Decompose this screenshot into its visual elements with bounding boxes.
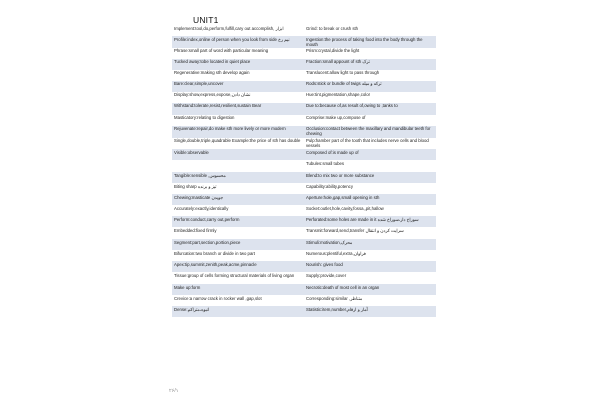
- term-right-cell: Corresponding:similar ,متناظر: [306, 295, 363, 301]
- term-left-cell: Profile:index,online of person when you look from side نیم رخ: [174, 36, 290, 42]
- table-row: [172, 103, 436, 115]
- term-left-cell: Rejuvenate:repair,do make sth more lively or more modern: [174, 126, 286, 132]
- table-row: [172, 205, 436, 216]
- term-left-cell: Implement:tool,do,perform,fulfill,cary out accomplish, ابزار: [174, 25, 284, 31]
- table-row: [172, 216, 436, 227]
- table-row: [172, 250, 436, 261]
- term-left-cell: [172, 160, 304, 161]
- table-row: [172, 239, 436, 250]
- table-row: [172, 126, 436, 138]
- term-right-cell: Hue:tint,pigmentation,shape,color: [306, 92, 371, 98]
- term-right-cell: Ingestion:the process of taking food into the body through the mouth: [306, 36, 423, 47]
- table-row: [172, 59, 436, 70]
- term-right-cell: Statistic:item,number,آمار و ارقام: [306, 306, 368, 312]
- term-right-cell: Aperture:hole,gap,small opening in sth: [306, 194, 380, 200]
- term-right-cell: Translucent:allow light to pass through: [306, 70, 380, 76]
- unit-title: UNIT1: [193, 15, 219, 25]
- term-left-cell: Withstand:tolerate,resist,resilient,sustain Bear: [174, 103, 262, 109]
- term-right-cell: Stimuli:motivation,محرک: [306, 239, 353, 245]
- term-right-cell: Nourish: gives food: [306, 261, 343, 267]
- term-right-cell: Due to:because of,as result of,owing to ,tanks to: [306, 103, 398, 109]
- term-right-cell: Necrotic:death of most cell in an organ: [306, 284, 380, 290]
- term-right-cell: Fraction:small appount of sth ترک: [306, 59, 370, 65]
- term-right-cell: Supply:provide,cover: [306, 272, 347, 278]
- table-row: [172, 306, 436, 317]
- term-left-cell: Biting sharp تیز و برنده: [174, 183, 217, 189]
- term-right-cell: Numerous:plentiful,extra,فراوان: [306, 250, 366, 256]
- term-right-cell: Socket:outlet,hole,cavity,fossa,,pit,hallow: [306, 205, 384, 211]
- table-row: [172, 183, 436, 194]
- term-right-cell: Prism:crystal,divide the light: [306, 48, 360, 54]
- page-number: ۲۶/۱: [169, 388, 179, 394]
- term-left-cell: Bifurcation:two branch or divide in two part: [174, 250, 255, 256]
- term-right-cell: Blend:to mix two or more substance: [306, 172, 375, 178]
- term-left-cell: Masticatory:relating to digestion: [174, 115, 235, 121]
- table-row: [172, 160, 436, 172]
- term-left-cell: Single,double,triple,quadrable Example:the price of sth has double: [174, 138, 301, 144]
- table-row: [172, 227, 436, 239]
- term-right-cell: Capability:ability,potency: [306, 183, 353, 189]
- table-row: [172, 194, 436, 205]
- term-right-cell: Transmit:forward,send,transfer سرایت کردن و انتقال: [306, 227, 404, 233]
- table-row: [172, 92, 436, 103]
- term-right-cell: Occlusion:contact between the maxillary and mandibular teeth for chewing: [306, 126, 431, 137]
- table-row: [172, 149, 436, 160]
- term-left-cell: Embedded:fixed firmly: [174, 227, 217, 233]
- table-row: [172, 48, 436, 59]
- term-left-cell: Apex:tip,summit,zenith,peak,acme,pinnacle: [174, 261, 257, 267]
- term-left-cell: Dense:انبوه،متراکم: [174, 306, 210, 312]
- term-right-cell: Perforated:some holes are made in it سوراخ دار،سوراخ شده: [306, 216, 419, 222]
- term-left-cell: Crevice:a narrow crack in rocker wall ,gap,slot: [174, 295, 262, 301]
- term-left-cell: Segment:part,section,portion,piece: [174, 239, 241, 245]
- term-left-cell: Regenerative:making sth develop again: [174, 70, 250, 76]
- table-row: [172, 81, 436, 92]
- table-row: [172, 261, 436, 272]
- term-right-cell: Comprise:make up,compose of: [306, 115, 366, 121]
- term-left-cell: Bare:clear,simple,uncover: [174, 81, 224, 87]
- term-left-cell: Tangible:sensible ,محسوس: [174, 172, 226, 178]
- vocabulary-table: [172, 25, 436, 317]
- term-right-cell: Rods:stick or bundle of twigs ترکه و میله: [306, 81, 382, 87]
- term-left-cell: Accurately:exactly,identically: [174, 205, 229, 211]
- table-row: [172, 272, 436, 284]
- table-row: [172, 25, 436, 36]
- table-row: [172, 138, 436, 150]
- table-row: [172, 295, 436, 306]
- table-row: [172, 36, 436, 48]
- term-left-cell: Make up:form: [174, 284, 201, 290]
- table-row: [172, 115, 436, 126]
- term-right-cell: Pulp:hamber part of the tooth that includes nerve cells and blood vessels: [306, 138, 429, 149]
- term-left-cell: Tucked away:tobe located in quiet place: [174, 59, 251, 65]
- term-left-cell: Tissue:group of cells forming structural materials of living organ: [174, 272, 295, 278]
- term-left-cell: Visible:observable: [174, 149, 209, 155]
- table-row: [172, 284, 436, 295]
- table-row: [172, 70, 436, 81]
- term-left-cell: Display:show,express,expose,نشان دادن: [174, 92, 251, 98]
- term-left-cell: Phrase:small part of word with particular meaning: [174, 48, 269, 54]
- term-left-cell: Chewing:masticate جویدن: [174, 194, 223, 200]
- term-right-cell: Composed of:is made up of: [306, 149, 359, 155]
- term-right-cell: Tubules:small tubes: [306, 160, 345, 166]
- term-right-cell: Grind: to break or crush sth: [306, 25, 359, 31]
- term-left-cell: Perform:conduct,carry out,perform: [174, 216, 240, 222]
- table-row: [172, 172, 436, 183]
